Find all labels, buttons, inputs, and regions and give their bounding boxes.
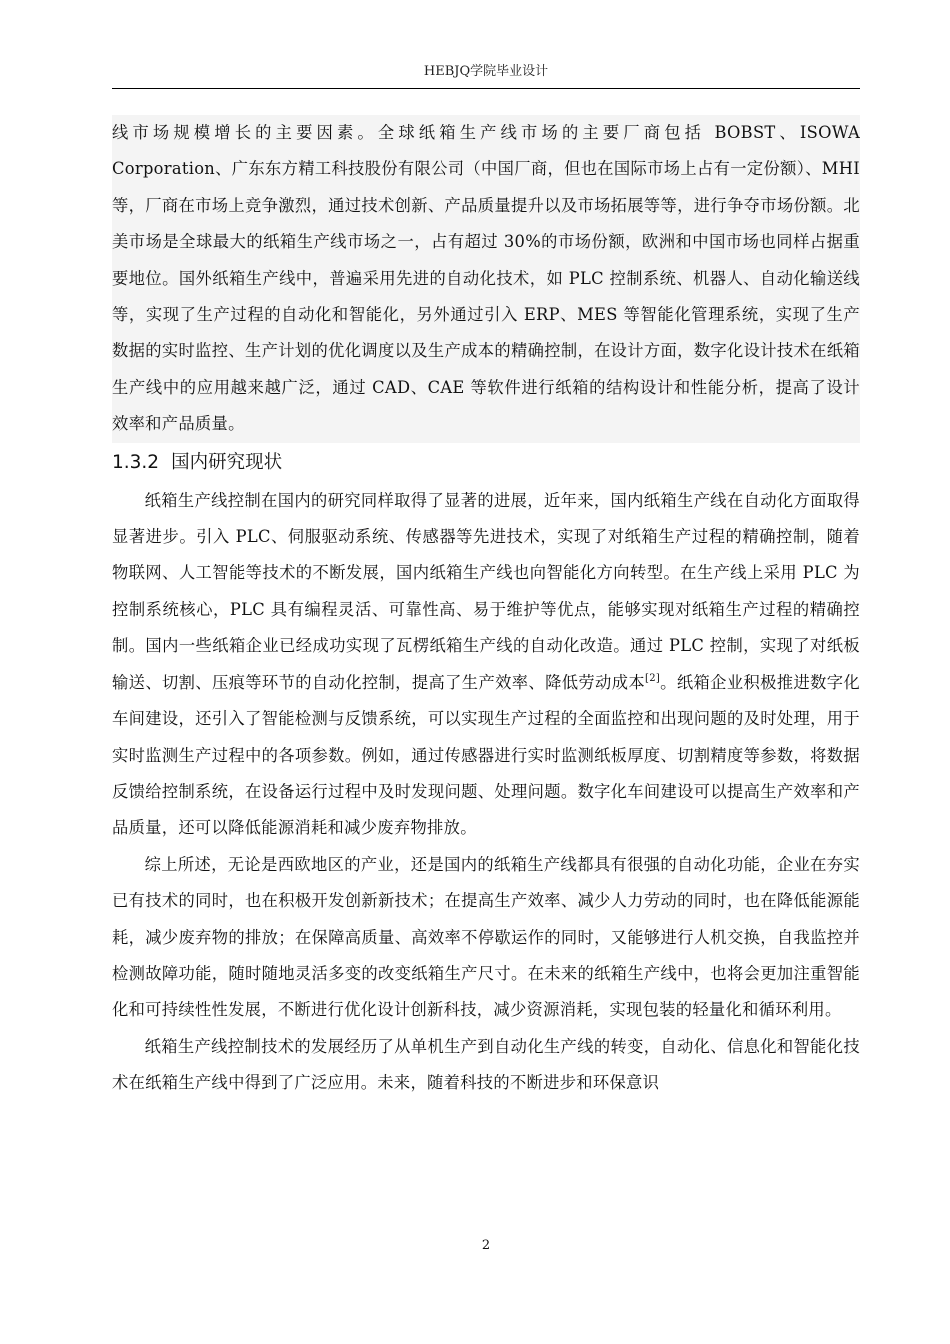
citation-reference[interactable]: [2] (645, 672, 661, 684)
section-heading (112, 443, 860, 483)
page-number: 2 (481, 1238, 491, 1253)
paragraph-text-part: 纸箱生产线控制在国内的研究同样取得了显著的进展，近年来，国内纸箱生产线在自动化方面取得显著进步。引入 PLC、伺服驱动系统、传感器等先进技术，实现了对纸箱生产过程的精确控制，随着物联网、人工智能等技术的不断发展，国内纸箱生产线也向智能化方向转型。在生产线上采用 PLC 为控制系统核心，PLC 具有编程灵活、可靠性高、易于维护等优点，能够实现对纸箱生产过程的精确控制。国内一些纸箱企业已经成功实现了瓦楞纸箱生产线的自动化改造。通过 PLC 控制，实现了对纸板输送、切割、压痕等环节的自动化控制，提高了生产效率、降低劳动成本 (112, 490, 860, 692)
paragraph-development: 纸箱生产线控制技术的发展经历了从单机生产到自动化生产线的转变，自动化、信息化和智能化技术在纸箱生产线中得到了广泛应用。未来，随着科技的不断进步和环保意识 (112, 1036, 860, 1093)
page-body (112, 115, 860, 1102)
paragraph-foreign-research: 线市场规模增长的主要因素。全球纸箱生产线市场的主要厂商包括 BOBST、ISOWA Corporation、广东东方精工科技股份有限公司（中国厂商，但也在国际市场上占有一定份额）、MHI 等，厂商在市场上竞争激烈，通过技术创新、产品质量提升以及市场拓展等等，进行争夺市场份额。北美市场是全球最大的纸箱生产线市场之一，占有超过 30%的市场份额，欧洲和中国市场也同样占据重要地位。国外纸箱生产线中，普遍采用先进的自动化技术，如 PLC 控制系统、机器人、自动化输送线等，实现了生产过程的自动化和智能化，另外通过引入 ERP、MES 等智能化管理系统，实现了生产数据的实时监控、生产计划的优化调度以及生产成本的精确控制，在设计方面，数字化设计技术在纸箱生产线中的应用越来越广泛，通过 CAD、CAE 等软件进行纸箱的结构设计和性能分析，提高了设计效率和产品质量。 (112, 115, 860, 443)
section-number: 1.3.2 (112, 451, 160, 473)
section-title: 国内研究现状 (171, 451, 283, 473)
running-header: HEBJQ学院毕业设计 (423, 64, 549, 79)
paragraph-domestic-research (112, 483, 860, 847)
paragraph-summary: 综上所述，无论是西欧地区的产业，还是国内的纸箱生产线都具有很强的自动化功能，企业在夯实已有技术的同时，也在积极开发创新新技术；在提高生产效率、减少人力劳动的同时，也在降低能源能耗，减少废弃物的排放；在保障高质量、高效率不停歇运作的同时，又能够进行人机交换，自我监控并检测故障功能，随时随地灵活多变的改变纸箱生产尺寸。在未来的纸箱生产线中，也将会更加注重智能化和可持续性性发展，不断进行优化设计创新科技，减少资源消耗，实现包装的轻量化和循环利用。 (112, 854, 860, 1020)
paragraph-text-part: 。纸箱企业积极推进数字化车间建设，还引入了智能检测与反馈系统，可以实现生产过程的全面监控和出现问题的及时处理，用于实时监测生产过程中的各项参数。例如，通过传感器进行实时监测纸板厚度、切割精度等参数，将数据反馈给控制系统，在设备运行过程中及时发现问题、处理问题。数字化车间建设可以提高生产效率和产品质量，还可以降低能源消耗和减少废弃物排放。 (112, 672, 860, 838)
header-divider (112, 88, 860, 89)
